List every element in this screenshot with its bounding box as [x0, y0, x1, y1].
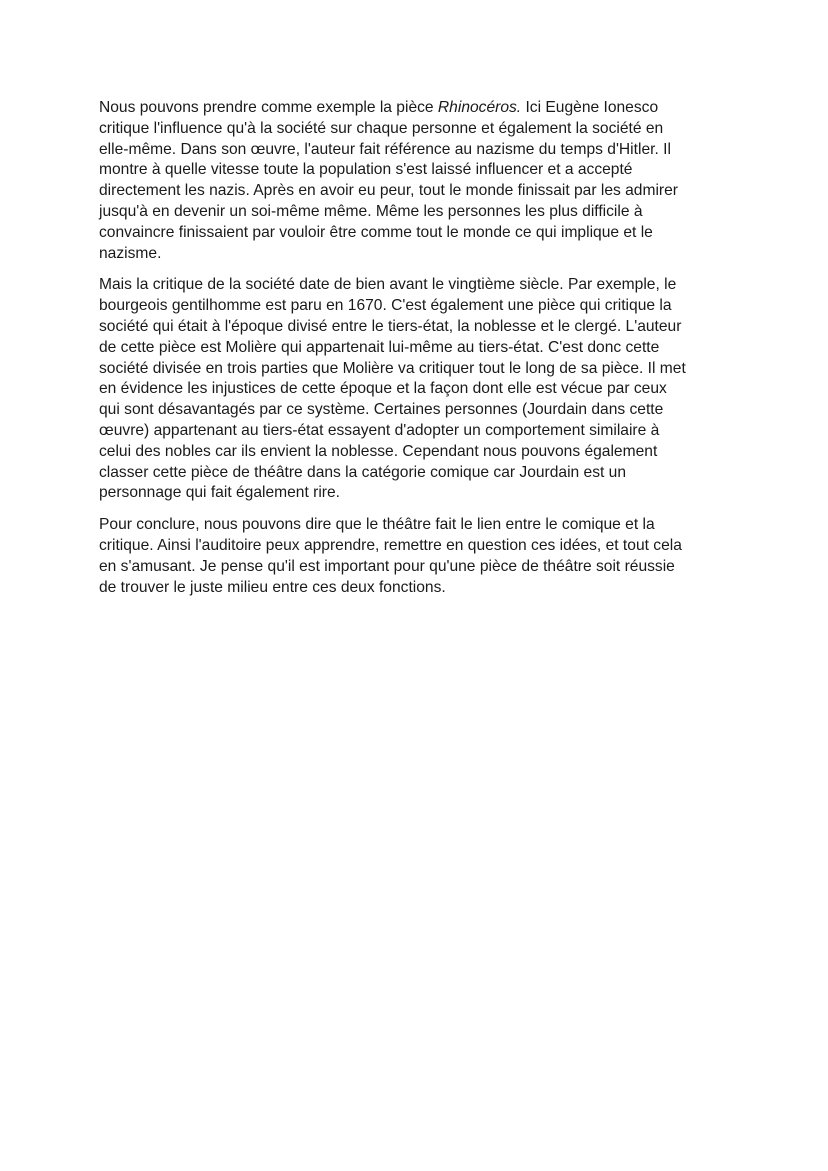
text-line: celui des nobles car ils envient la noblesse. Cependant nous pouvons également [99, 442, 658, 460]
text-line: bourgeois gentilhomme est paru en 1670. C'est également une pièce qui critique la [99, 297, 672, 315]
text-line: société divisée en trois parties que Molière va critiquer tout le long de sa pièce. Il met [99, 359, 686, 377]
text-line: classer cette pièce de théâtre dans la catégorie comique car Jourdain est un [99, 463, 627, 481]
text-line: société qui était à l'époque divisé entre le tiers-état, la noblesse et le clergé. L'auteur [99, 317, 682, 335]
text-line: directement les nazis. Après en avoir eu peur, tout le monde finissait par les admirer [99, 182, 678, 200]
text-line: jusqu'à en devenir un soi-même même. Même les personnes les plus difficile à [99, 202, 643, 220]
text-line: convaincre finissaient par vouloir être comme tout le monde ce qui implique et le [99, 223, 653, 241]
text-line: elle-même. Dans son œuvre, l'auteur fait référence au nazisme du temps d'Hitler. Il [99, 140, 671, 158]
text-line: œuvre) appartenant au tiers-état essayent d'adopter un comportement similaire à [99, 421, 660, 439]
text-line: en s'amusant. Je pense qu'il est important pour qu'une pièce de théâtre soit réussie [99, 557, 675, 575]
document-body [99, 98, 735, 609]
text-line: de trouver le juste milieu entre ces deux fonctions. [99, 578, 446, 596]
text-line: nazisme. [99, 244, 162, 262]
play-title-rhinoceros: Rhinocéros. [437, 99, 522, 116]
text-line: qui sont désavantagés par ce système. Certaines personnes (Jourdain dans cette [99, 401, 664, 419]
text-line: Pour conclure, nous pouvons dire que le théâtre fait le lien entre le comique et la [99, 516, 655, 534]
text-line: critique l'influence qu'à la société sur chaque personne et également la société en [99, 119, 664, 137]
text-line: montre à quelle vitesse toute la population s'est laissé influencer et a accepté [99, 161, 633, 179]
text-run: Nous pouvons prendre comme exemple la pièce [99, 99, 438, 116]
text-line [99, 98, 735, 119]
text-line: de cette pièce est Molière qui appartenait lui-même au tiers-état. C'est donc cette [99, 338, 660, 356]
text-line: personnage qui fait également rire. [99, 484, 340, 502]
paragraph-1 [99, 98, 735, 264]
paragraph-3 [99, 515, 735, 598]
paragraph-2 [99, 275, 735, 504]
text-run: Ici Eugène Ionesco [521, 99, 659, 116]
text-line: Mais la critique de la société date de bien avant le vingtième siècle. Par exemple, le [99, 276, 677, 294]
text-line: critique. Ainsi l'auditoire peux apprendre, remettre en question ces idées, et tout cela [99, 536, 682, 554]
text-line: en évidence les injustices de cette époque et la façon dont elle est vécue par ceux [99, 380, 667, 398]
